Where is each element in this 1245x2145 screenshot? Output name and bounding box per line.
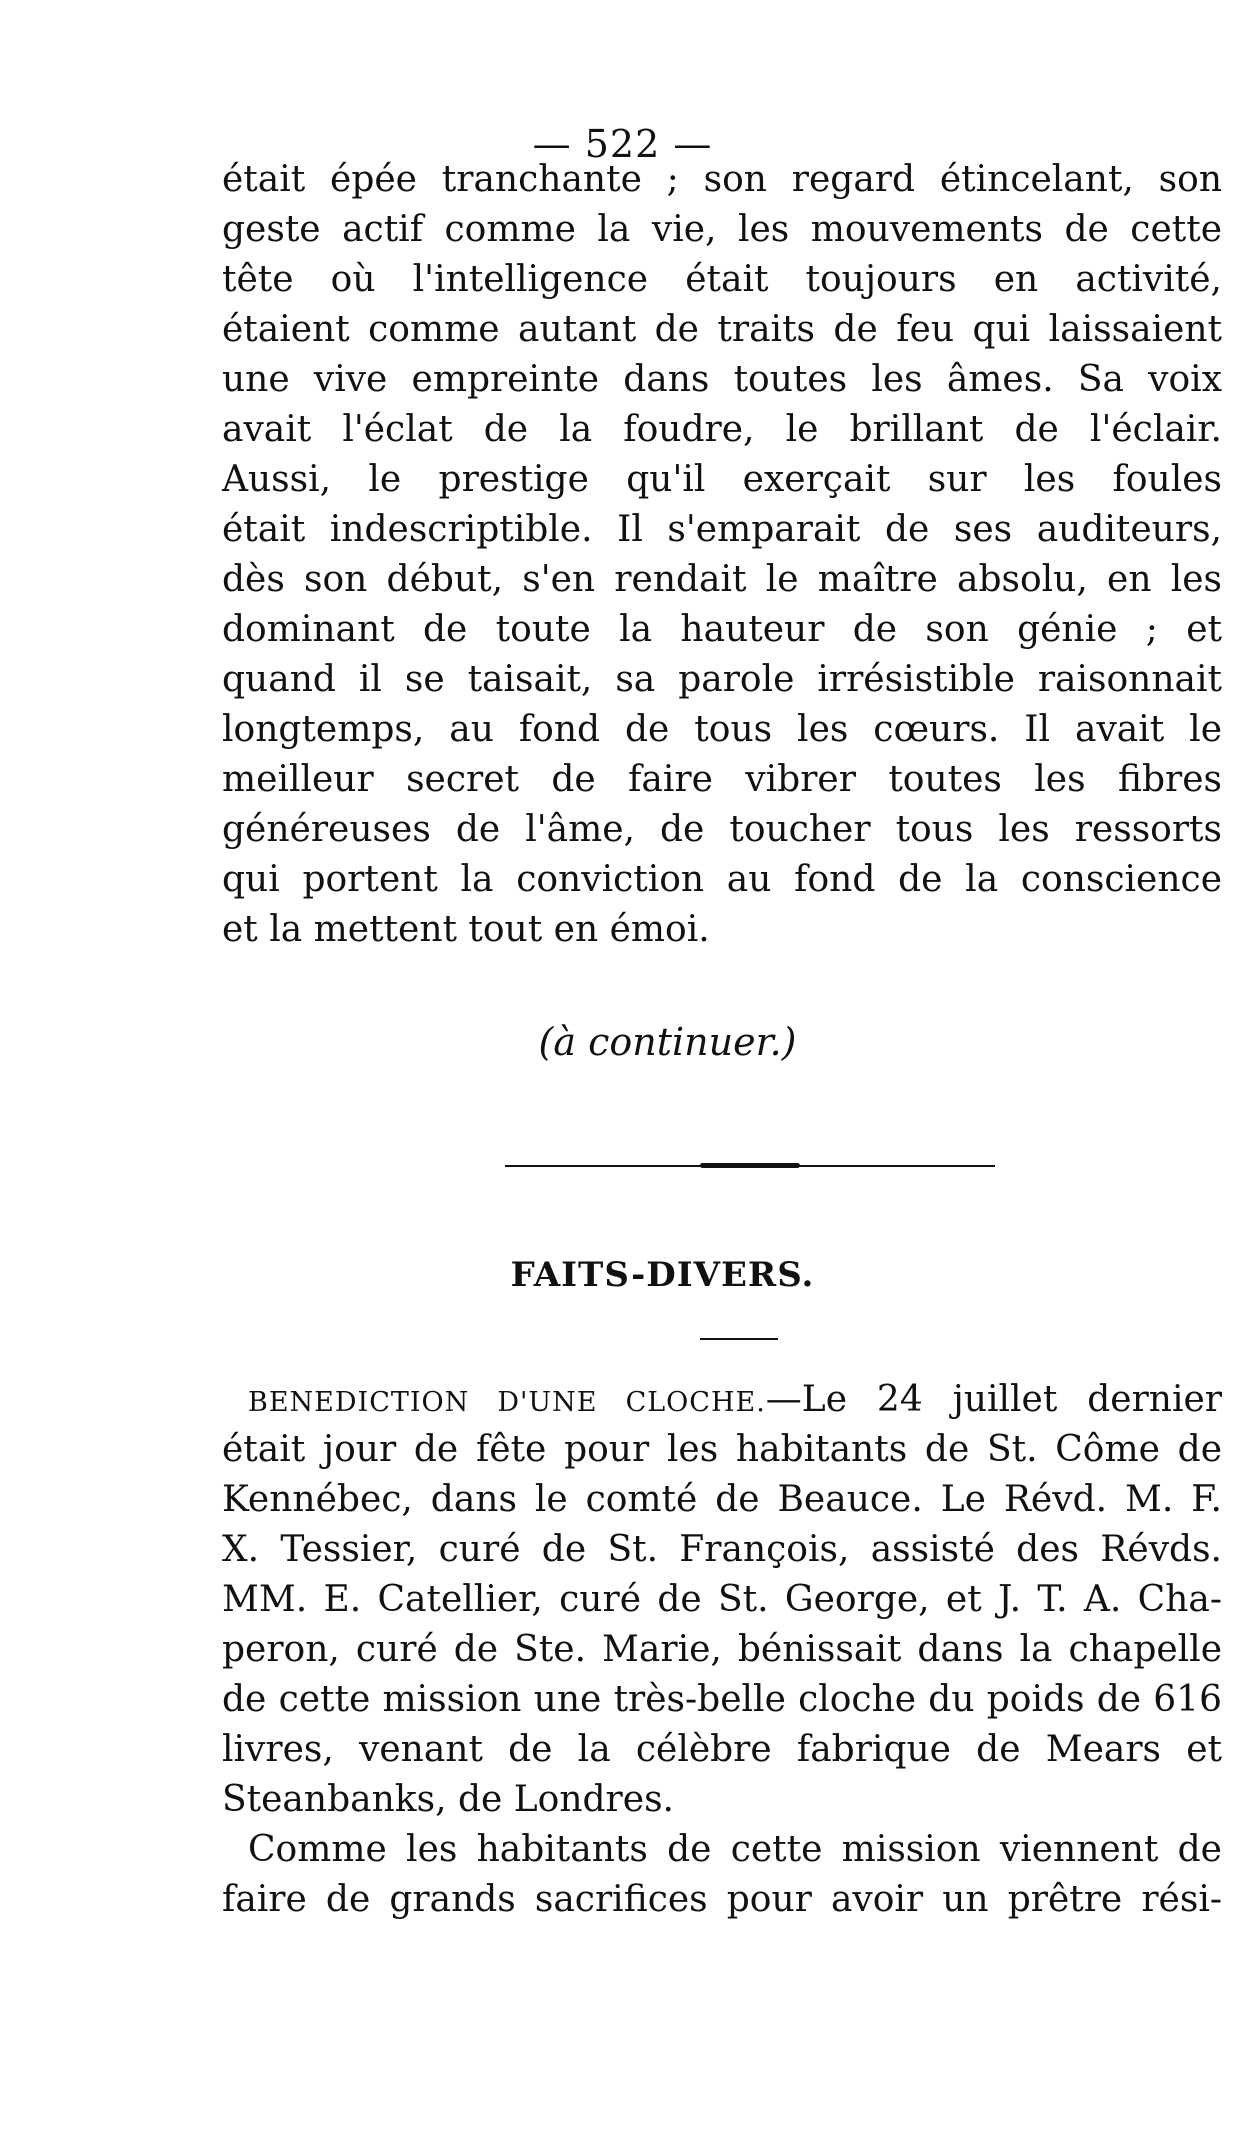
text-line: et la mettent tout en émoi. bbox=[222, 909, 710, 950]
text-line: Aussi, le prestige qu'il exerçait sur les foules bbox=[222, 459, 1222, 500]
text-line: était indescriptible. Il s'emparait de ses auditeurs, bbox=[222, 509, 1222, 550]
text-line: dès son début, s'en rendait le maître absolu, en les bbox=[222, 559, 1222, 600]
page-number: — 522 — bbox=[532, 122, 713, 166]
text-line: une vive empreinte dans toutes les âmes. Sa voix bbox=[222, 359, 1222, 400]
paragraph-3 bbox=[222, 1825, 1222, 1925]
text-line: longtemps, au fond de tous les cœurs. Il avait le bbox=[222, 709, 1222, 750]
text-line: généreuses de l'âme, de toucher tous les ressorts bbox=[222, 809, 1222, 850]
continuation-note: (à continuer.) bbox=[538, 1020, 797, 1064]
paragraph-2 bbox=[222, 1375, 1222, 1825]
text-line: de cette mission une très-belle cloche du poids de 616 bbox=[222, 1679, 1222, 1720]
text-line: avait l'éclat de la foudre, le brillant de l'éclair. bbox=[222, 409, 1222, 450]
article-lead-text: —Le 24 juillet dernier bbox=[765, 1379, 1223, 1420]
text-line: geste actif comme la vie, les mouvements de cette bbox=[222, 209, 1222, 250]
text-line: était jour de fête pour les habitants de St. Côme de bbox=[222, 1429, 1222, 1470]
text-line: Steanbanks, de Londres. bbox=[222, 1779, 674, 1820]
text-line: étaient comme autant de traits de feu qui laissaient bbox=[222, 309, 1222, 350]
text-line: meilleur secret de faire vibrer toutes les fibres bbox=[222, 759, 1222, 800]
text-line-lead bbox=[222, 1375, 1222, 1425]
text-line: dominant de toute la hauteur de son génie ; et bbox=[222, 609, 1222, 650]
section-heading: FAITS-DIVERS. bbox=[510, 1255, 815, 1295]
text-line: était épée tranchante ; son regard étincelant, son bbox=[222, 159, 1222, 200]
text-line: quand il se taisait, sa parole irrésistible raisonnait bbox=[222, 659, 1222, 700]
heading-underline bbox=[700, 1338, 778, 1340]
text-line: Comme les habitants de cette mission viennent de bbox=[248, 1829, 1222, 1870]
text-line: MM. E. Catellier, curé de St. George, et J. T. A. Cha- bbox=[222, 1579, 1222, 1620]
section-divider-ornament bbox=[700, 1163, 800, 1168]
text-line: faire de grands sacrifices pour avoir un prêtre rési- bbox=[222, 1879, 1222, 1920]
text-line: X. Tessier, curé de St. François, assisté des Révds. bbox=[222, 1529, 1222, 1570]
text-line: peron, curé de Ste. Marie, bénissait dans la chapelle bbox=[222, 1629, 1222, 1670]
paragraph-1 bbox=[222, 155, 1222, 955]
text-line: livres, venant de la célèbre fabrique de Mears et bbox=[222, 1729, 1222, 1770]
text-line: Kennébec, dans le comté de Beauce. Le Révd. M. F. bbox=[222, 1479, 1222, 1520]
text-line: tête où l'intelligence était toujours en activité, bbox=[222, 259, 1222, 300]
text-line: qui portent la conviction au fond de la conscience bbox=[222, 859, 1222, 900]
article-lead-title: BENEDICTION D'UNE CLOCHE. bbox=[248, 1387, 766, 1418]
